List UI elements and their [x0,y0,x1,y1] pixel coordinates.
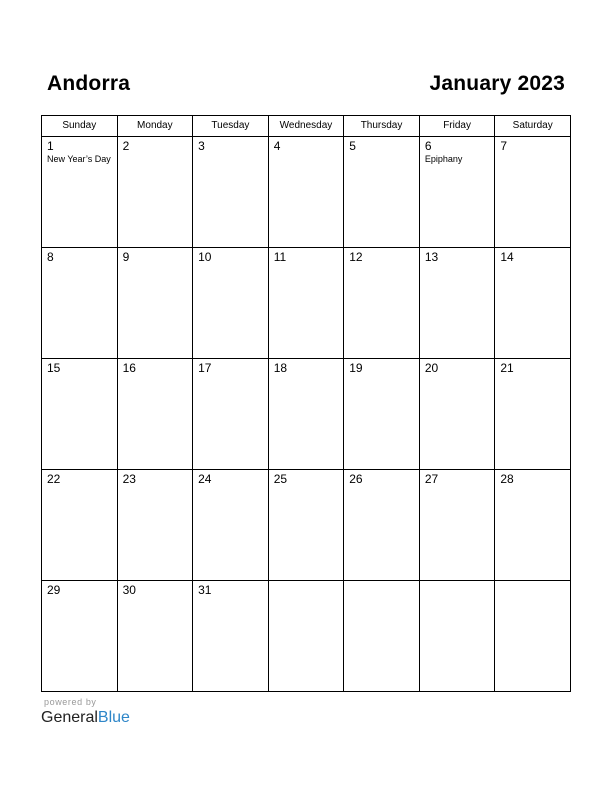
day-cell [268,359,344,470]
day-number: 11 [273,250,287,264]
weekday-header: Friday [419,116,495,137]
day-number: 29 [47,583,61,597]
holiday-label [344,375,419,376]
day-number: 2 [122,139,130,153]
holiday-label [118,153,193,154]
day-number: 25 [273,472,288,486]
holiday-label [269,153,344,154]
week-row [42,359,571,470]
day-number: 16 [122,361,136,375]
day-cell [117,359,193,470]
day-number: 23 [122,472,136,486]
day-number: 19 [349,361,363,375]
holiday-label [495,486,570,487]
day-cell [42,137,118,248]
day-cell [344,581,420,692]
day-cell [419,581,495,692]
holiday-label [269,583,344,584]
holiday-label [118,597,193,598]
calendar-body [42,137,571,692]
holiday-label [420,583,495,584]
day-cell [344,137,420,248]
day-cell [419,359,495,470]
holiday-label [42,597,117,598]
day-cell [268,470,344,581]
day-number: 21 [500,361,514,375]
day-cell [268,137,344,248]
holiday-label [344,583,419,584]
week-row [42,470,571,581]
day-cell [495,581,571,692]
day-cell [268,581,344,692]
day-number: 28 [500,472,514,486]
holiday-label [495,583,570,584]
holiday-label: Epiphany [424,154,463,164]
holiday-label [420,375,495,376]
day-number: 5 [349,139,356,153]
weekday-header: Wednesday [268,116,344,137]
weekday-header: Monday [117,116,193,137]
day-cell [42,470,118,581]
day-cell [193,581,269,692]
day-cell [117,470,193,581]
week-row [42,248,571,359]
weekday-header: Saturday [495,116,571,137]
brand-blue-text: Blue [97,709,130,726]
day-cell [193,248,269,359]
week-row [42,581,571,692]
weekday-header: Tuesday [193,116,269,137]
day-cell [117,137,193,248]
day-number: 30 [122,583,136,597]
day-cell [495,137,571,248]
holiday-label [42,486,117,487]
day-cell [344,359,420,470]
holiday-label [193,375,268,376]
brand-logo[interactable] [41,708,130,728]
holiday-label [193,153,268,154]
holiday-label [344,486,419,487]
weekday-header: Sunday [42,116,118,137]
holiday-label [269,264,344,265]
footer [41,697,130,728]
holiday-label [420,264,495,265]
day-cell [495,470,571,581]
holiday-label [495,153,570,154]
holiday-label [118,486,193,487]
day-number: 22 [47,472,61,486]
holiday-label [193,486,268,487]
brand-general-text: General [41,709,98,726]
day-number: 3 [198,139,205,153]
day-cell [419,248,495,359]
day-number: 10 [198,250,212,264]
holiday-label: New Year’s Day [47,154,111,164]
holiday-label [420,486,495,487]
holiday-label [495,264,570,265]
holiday-label [118,264,193,265]
day-number: 6 [424,139,432,153]
day-number: 14 [500,250,514,264]
day-cell [344,470,420,581]
day-number: 18 [273,361,288,375]
holiday-label [193,264,268,265]
holiday-label [344,264,419,265]
day-number: 20 [424,361,439,375]
calendar-grid [41,115,571,692]
country-title: Andorra [47,72,131,95]
day-number: 8 [47,250,54,264]
day-cell [268,248,344,359]
holiday-label [118,375,193,376]
day-number: 4 [273,139,281,153]
day-number: 13 [424,250,439,264]
day-cell [495,359,571,470]
holiday-label [269,486,344,487]
day-cell [419,137,495,248]
day-cell [42,359,118,470]
day-number: 1 [47,139,54,153]
day-number: 15 [47,361,61,375]
day-cell [193,470,269,581]
day-cell [495,248,571,359]
month-title: January 2023 [429,72,565,95]
holiday-label [193,597,268,598]
holiday-label [42,264,117,265]
day-cell [117,581,193,692]
holiday-label [42,375,117,376]
day-number: 12 [349,250,363,264]
day-number: 31 [198,583,212,597]
day-cell [117,248,193,359]
day-number: 7 [500,139,508,153]
weekday-header-row [42,116,571,137]
day-number: 17 [198,361,212,375]
holiday-label [344,153,419,154]
day-cell [42,581,118,692]
day-cell [193,137,269,248]
day-number: 9 [122,250,130,264]
day-cell [419,470,495,581]
weekday-header: Thursday [344,116,420,137]
day-number: 26 [349,472,363,486]
holiday-label [495,375,570,376]
day-number: 27 [424,472,439,486]
powered-by-text: powered by [44,697,97,707]
holiday-label [269,375,344,376]
day-cell [42,248,118,359]
day-cell [193,359,269,470]
day-cell [344,248,420,359]
day-number: 24 [198,472,212,486]
week-row [42,137,571,248]
